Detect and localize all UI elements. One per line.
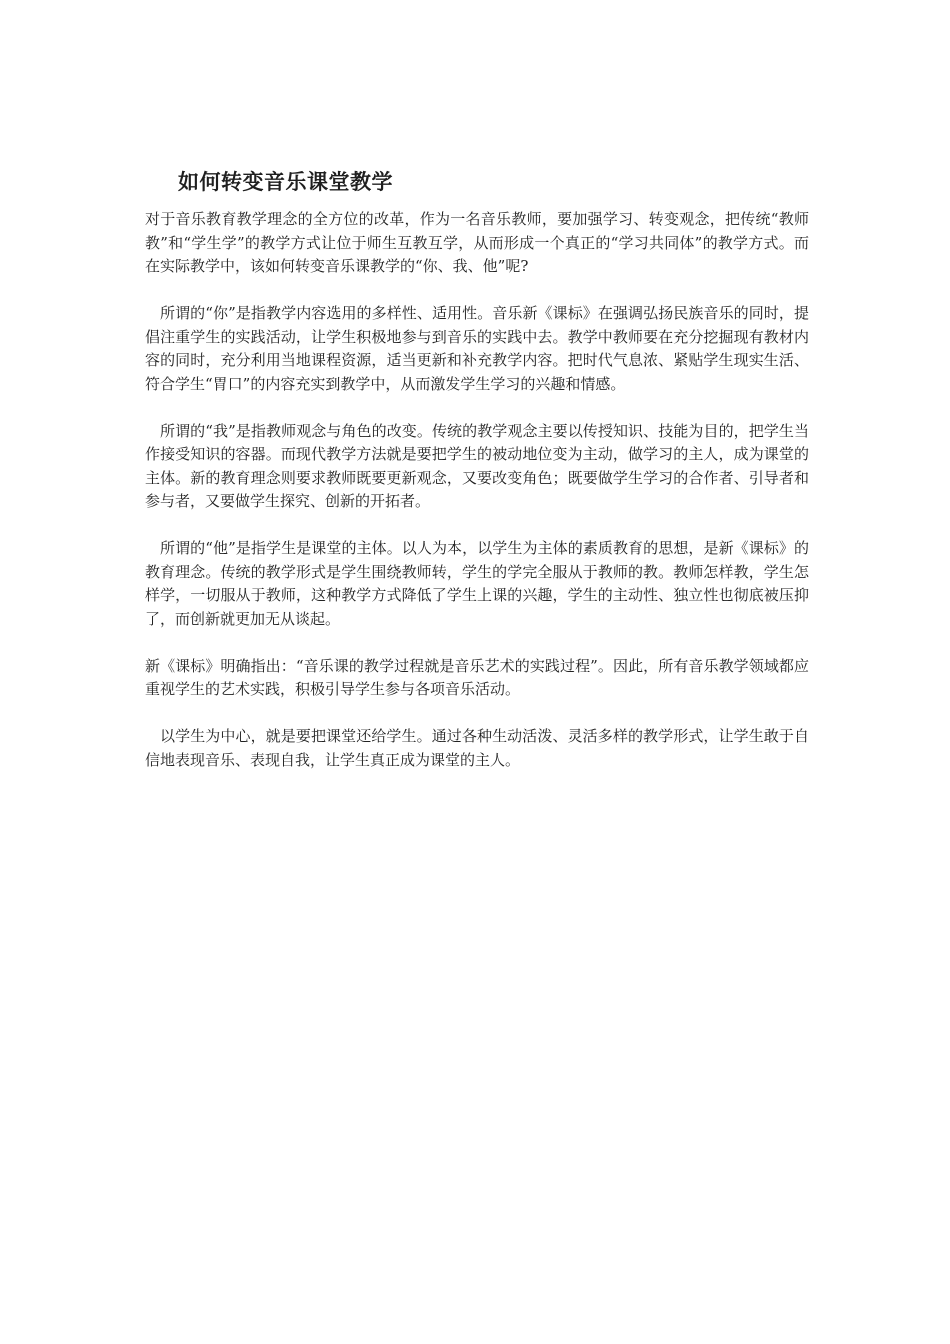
document-body [145, 208, 809, 772]
paragraph-student-centered: 以学生为中心，就是要把课堂还给学生。通过各种生动活泼、灵活多样的教学形式，让学生敢于自信地表现音乐、表现自我，让学生真正成为课堂的主人。 [145, 727, 809, 769]
paragraph-him: 所谓的“他”是指学生是课堂的主体。以人为本，以学生为主体的素质教育的思想，是新《课标》的教育理念。传统的教学形式是学生围绕教师转，学生的学完全服从于教师的教。教师怎样教，学生怎样学，一切服从于教师，这种教学方式降低了学生上课的兴趣，学生的主动性、独立性也彻底被压抑了，而创新就更加无从谈起。 [145, 539, 809, 628]
paragraph-intro: 对于音乐教育教学理念的全方位的改革，作为一名音乐教师，要加强学习、转变观念，把传统“教师教”和“学生学”的教学方式让位于师生互教互学，从而形成一个真正的“学习共同体”的教学方式。而在实际教学中，该如何转变音乐课教学的“你、我、他”呢? [145, 210, 809, 275]
paragraph-me: 所谓的“我”是指教师观念与角色的改变。传统的教学观念主要以传授知识、技能为目的，把学生当作接受知识的容器。而现代教学方法就是要把学生的被动地位变为主动，做学习的主人，成为课堂的主体。新的教育理念则要求教师既要更新观念，又要改变角色；既要做学生学习的合作者、引导者和参与者，又要做学生探究、创新的开拓者。 [145, 421, 809, 510]
document-title: 如何转变音乐课堂教学 [178, 170, 393, 194]
paragraph-you: 所谓的“你”是指教学内容选用的多样性、适用性。音乐新《课标》在强调弘扬民族音乐的同时，提倡注重学生的实践活动，让学生积极地参与到音乐的实践中去。教学中教师要在充分挖掘现有教材内容的同时，充分利用当地课程资源，适当更新和补充教学内容。把时代气息浓、紧贴学生现实生活、符合学生“胃口”的内容充实到教学中，从而激发学生学习的兴趣和情感。 [145, 304, 809, 393]
paragraph-curriculum-standard: 新《课标》明确指出：“音乐课的教学过程就是音乐艺术的实践过程”。因此，所有音乐教学领域都应重视学生的艺术实践，积极引导学生参与各项音乐活动。 [145, 656, 809, 698]
